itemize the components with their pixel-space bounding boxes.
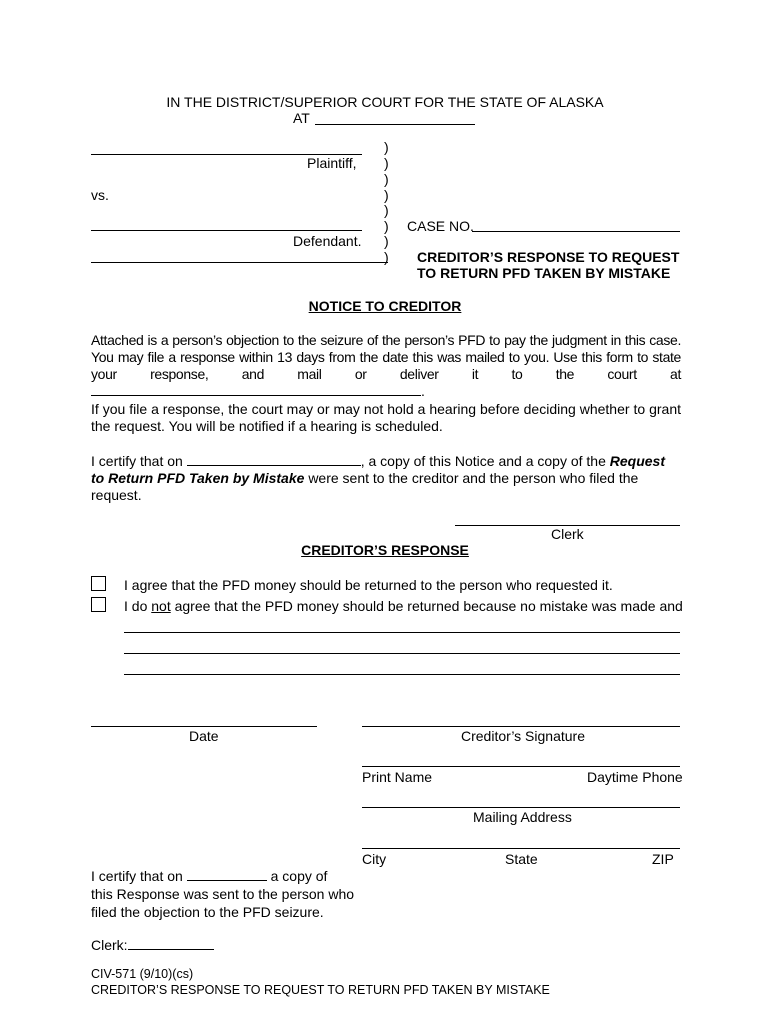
certify-date-line[interactable] [187,454,361,466]
disagree-not: not [151,598,171,614]
notice-paragraph [91,332,681,400]
disagree-post: agree that the PFD money should be returned because no mistake was made and [174,598,683,614]
disagree-checkbox[interactable] [91,597,106,612]
plaintiff-label: Plaintiff, [307,155,357,171]
court-heading: IN THE DISTRICT/SUPERIOR COURT FOR THE STATE OF ALASKA [166,94,604,110]
vs-label: vs. [91,187,109,203]
mailing-address-label: Mailing Address [473,809,572,825]
creditor-signature-line[interactable] [362,726,680,727]
agree-option-label: I agree that the PFD money should be returned to the person who requested it. [124,577,613,593]
print-name-label: Print Name [362,769,433,785]
city-label: City [362,851,387,867]
caption-paren: ) [384,187,389,203]
form-footer-title: CREDITOR’S RESPONSE TO REQUEST TO RETURN PFD TAKEN BY MISTAKE [91,983,550,997]
reason-line[interactable] [124,653,680,654]
certificate-line3: filed the objection to the PFD seizure. [91,904,324,920]
zip-label: ZIP [652,851,674,867]
certificate-line1-pre: I certify that on [91,868,183,884]
daytime-phone-label: Daytime Phone [587,769,683,785]
certificate-date-line[interactable] [187,869,267,881]
form-title-line2: TO RETURN PFD TAKEN BY MISTAKE [417,265,671,281]
form-title-line1: CREDITOR’S RESPONSE TO REQUEST [417,249,680,265]
certify-request-title: Request to Return PFD Taken by Mistake [91,453,665,486]
mailing-address-line[interactable] [362,807,680,808]
certify-start: I certify that on [91,453,183,469]
disagree-pre: I do [124,598,148,614]
caption-paren: ) [384,233,389,249]
hearing-paragraph: If you file a response, the court may or may not hold a hearing before deciding whether to grant the request. You will be notified if a hearing is scheduled. [91,401,681,434]
certificate-clerk-label: Clerk: [91,937,128,953]
defendant-label: Defendant. [293,233,362,249]
creditor-signature-label: Creditor’s Signature [461,728,585,744]
caption-paren: ) [384,249,389,265]
certificate-line2: this Response was sent to the person who [91,886,355,902]
at-label: AT [293,110,310,126]
date-label: Date [189,728,219,744]
certificate-clerk [91,937,214,953]
certificate-line1-post: a copy of [270,868,328,884]
caption-paren: ) [384,171,389,187]
certify-mid: , a copy of this Notice and a copy of the [360,453,606,469]
certify-paragraph [91,453,681,504]
certificate-clerk-line[interactable] [128,938,214,950]
name-phone-line[interactable] [362,766,680,767]
certificate-line1 [91,868,327,884]
caption-paren: ) [384,139,389,155]
form-number: CIV-571 (9/10)(cs) [91,967,194,981]
court-location-line[interactable] [315,124,475,125]
case-no-line[interactable] [472,231,680,232]
caption-paren: ) [384,218,389,234]
clerk-label: Clerk [551,526,584,542]
caption-paren: ) [384,155,389,171]
reason-line[interactable] [124,632,680,633]
city-state-zip-line[interactable] [362,848,680,849]
disagree-option-label [124,598,683,614]
case-no-label: CASE NO. [407,218,474,234]
court-address-line[interactable] [91,384,421,396]
notice-paragraph-text: Attached is a person’s objection to the seizure of the person’s PFD to pay the judgment in this case. You may file a response within 13 days from the date this was mailed to you. Use this form to state your response, and mail or deliver it to the court at [91,332,681,382]
certify-end: were sent to the creditor and the person who filed the request. [91,470,639,503]
notice-heading: NOTICE TO CREDITOR [308,298,462,314]
agree-checkbox[interactable] [91,576,106,591]
defendant-extra-line[interactable] [91,262,388,263]
response-heading: CREDITOR’S RESPONSE [301,542,469,558]
defendant-name-line[interactable] [91,230,362,231]
reason-line[interactable] [124,674,680,675]
notice-paragraph-end: . [421,383,425,399]
date-line[interactable] [91,726,317,727]
caption-paren: ) [384,202,389,218]
state-label: State [505,851,538,867]
